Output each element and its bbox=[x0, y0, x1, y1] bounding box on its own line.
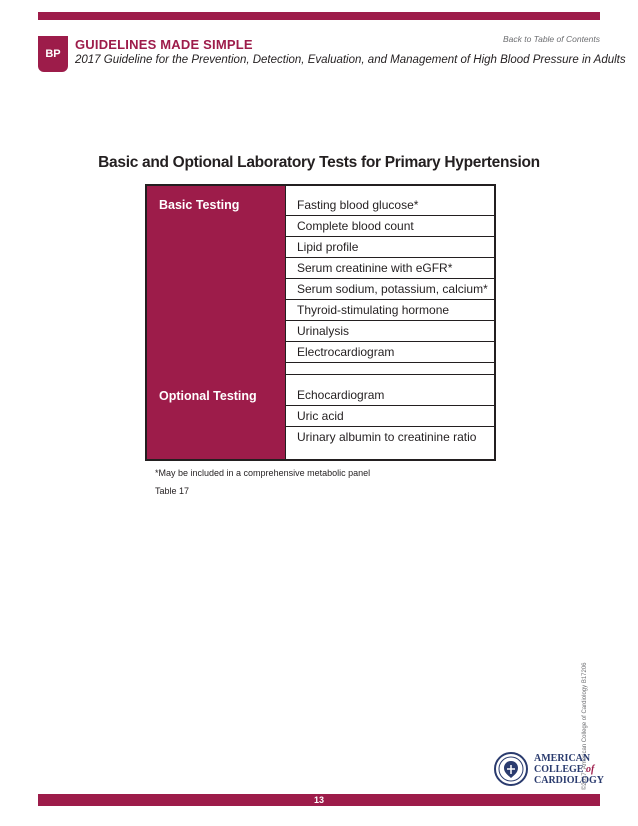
acc-logo bbox=[494, 752, 604, 786]
acc-seal-icon bbox=[494, 752, 528, 786]
tests-column bbox=[285, 186, 494, 459]
table-row: Uric acid bbox=[286, 406, 494, 427]
table-row: Urinalysis bbox=[286, 321, 494, 342]
acc-line-3: CARDIOLOGY bbox=[534, 774, 605, 786]
page-number-bar bbox=[38, 794, 600, 806]
page-number: 13 bbox=[313, 795, 324, 805]
acc-college: COLLEGE bbox=[534, 763, 584, 775]
footnote: *May be included in a comprehensive metabolic panel bbox=[155, 468, 371, 478]
acc-wordmark bbox=[534, 753, 604, 786]
lab-tests-table bbox=[145, 184, 496, 461]
table-row: Thyroid-stimulating hormone bbox=[286, 300, 494, 321]
back-to-toc-link[interactable]: Back to Table of Contents bbox=[502, 34, 600, 44]
table-row: Echocardiogram bbox=[286, 385, 494, 406]
table-row: Fasting blood glucose* bbox=[286, 195, 494, 216]
table-row: Serum sodium, potassium, calcium* bbox=[286, 279, 494, 300]
acc-line-1: AMERICAN bbox=[534, 752, 591, 764]
category-column bbox=[147, 186, 285, 459]
table-row: Lipid profile bbox=[286, 237, 494, 258]
table-row: Complete blood count bbox=[286, 216, 494, 237]
page-title: Basic and Optional Laboratory Tests for Primary Hypertension bbox=[98, 154, 540, 171]
section-gap bbox=[286, 363, 494, 375]
table-row: Electrocardiogram bbox=[286, 342, 494, 363]
acc-line-2 bbox=[534, 764, 604, 775]
copyright-notice: ©2017, American College of Cardiology B17206 bbox=[582, 662, 588, 790]
optional-testing-label: Optional Testing bbox=[159, 389, 257, 403]
table-row: Serum creatinine with eGFR* bbox=[286, 258, 494, 279]
top-rule bbox=[38, 12, 600, 20]
basic-testing-label: Basic Testing bbox=[159, 198, 240, 212]
table-row: Urinary albumin to creatinine ratio bbox=[297, 430, 477, 444]
acc-of: of bbox=[585, 763, 595, 775]
guidelines-title: GUIDELINES MADE SIMPLE bbox=[75, 37, 253, 52]
bp-badge: BP bbox=[38, 36, 68, 72]
table-number: Table 17 bbox=[155, 486, 190, 496]
guideline-subtitle: 2017 Guideline for the Prevention, Detection, Evaluation, and Management of High Blood Pressure in Adults bbox=[75, 54, 626, 66]
